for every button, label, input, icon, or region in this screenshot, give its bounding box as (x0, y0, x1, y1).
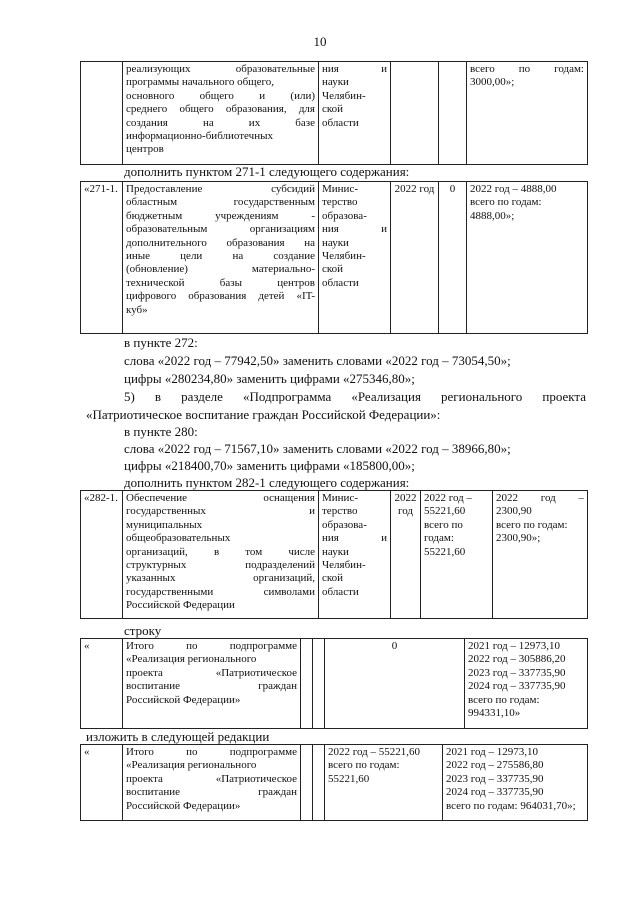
table-cell-year: 2022 год (391, 491, 421, 619)
table-new-row (80, 744, 588, 821)
table-item-282-1 (80, 490, 588, 619)
table-cell (81, 62, 123, 165)
table-cell-funds: 2022 год – 55221,60 всего по годам: 55221,60 (421, 491, 493, 619)
table-cell (391, 62, 439, 165)
table-cell-year: 2022 год (391, 182, 439, 334)
table-cell-description: Итого по подпрограмме «Реализация регионального проекта «Патриотическое воспитание граждан Российской Федерации» (123, 745, 301, 821)
table-cell-funds: 2021 год – 12973,10 2022 год – 305886,20 2023 год – 337735,90 2024 год – 337735,90 всего по годам: 994331,10» (465, 639, 588, 729)
paragraph: 5) в разделе «Подпрограмма «Реализация регионального проекта (124, 389, 586, 404)
paragraph: дополнить пунктом 282-1 следующего содержания: (124, 475, 410, 490)
table-old-row (80, 638, 588, 729)
paragraph: строку (124, 623, 162, 638)
paragraph: цифры «218400,70» заменить цифрами «185800,00»; (124, 458, 415, 473)
table-cell (301, 639, 313, 729)
table-cell-quote: « (81, 745, 123, 821)
page-number: 10 (313, 34, 327, 49)
table-cell-funds: 2022 год – 4888,00 всего по годам: 4888,00»; (467, 182, 588, 334)
table-item-271-1 (80, 181, 588, 334)
item-number: «282-1. (81, 491, 123, 619)
table-cell (313, 639, 325, 729)
table-cell-zero: 0 (325, 639, 465, 729)
table-cell-organization: ния и науки Челябин- ской области (319, 62, 391, 165)
paragraph: слова «2022 год – 71567,10» заменить словами «2022 год – 38966,80»; (124, 441, 511, 456)
paragraph: «Патриотическое воспитание граждан Российской Федерации»: (86, 407, 441, 422)
table-cell-organization: Минис- терство образова- ния и науки Челябин- ской области (319, 182, 391, 334)
table-cell (439, 62, 467, 165)
table-cell-description: Предоставление субсидий областным государственным бюджетным учреждениям - образовательным организациям дополнительного образования на иные цели на создание (обновление) материально- технической базы центров цифрового образования детей «IT- куб» (123, 182, 319, 334)
paragraph: дополнить пунктом 271-1 следующего содержания: (124, 164, 410, 179)
table-cell-organization: Минис- терство образова- ния и науки Челябин- ской области (319, 491, 391, 619)
paragraph: цифры «280234,80» заменить цифрами «275346,80»; (124, 371, 415, 386)
table-cell-funds: 2022 год – 55221,60 всего по годам: 55221,60 (325, 745, 443, 821)
paragraph: слова «2022 год – 77942,50» заменить словами «2022 год – 73054,50»; (124, 353, 511, 368)
table-cell-description: реализующих образовательные программы начального общего, основного общего и (или) среднего общего образования, для создания на их базе информационно-библиотечных центров (123, 62, 319, 165)
table-cell-description: Обеспечение оснащения государственных и муниципальных общеобразовательных организаций, в том числе структурных подразделений указанных организаций, государственными символами Российской Федерации (123, 491, 319, 619)
table-cell-description: Итого по подпрограмме «Реализация регионального проекта «Патриотическое воспитание граждан Российской Федерации» (123, 639, 301, 729)
item-number: «271-1. (81, 182, 123, 334)
table-cell (313, 745, 325, 821)
table-cell-funds: 2022 год – 2300,90 всего по годам: 2300,90»; (493, 491, 588, 619)
table-continuation (80, 61, 588, 165)
table-cell-funds: 2021 год – 12973,10 2022 год – 275586,80 2023 год – 337735,90 2024 год – 337735,90 всего по годам: 964031,70»; (443, 745, 588, 821)
table-cell-funds: всего по годам: 3000,00»; (467, 62, 588, 165)
table-cell-quote: « (81, 639, 123, 729)
paragraph: в пункте 272: (124, 335, 198, 350)
table-cell-zero: 0 (439, 182, 467, 334)
table-cell (301, 745, 313, 821)
paragraph: изложить в следующей редакции (86, 729, 270, 744)
paragraph: в пункте 280: (124, 424, 198, 439)
